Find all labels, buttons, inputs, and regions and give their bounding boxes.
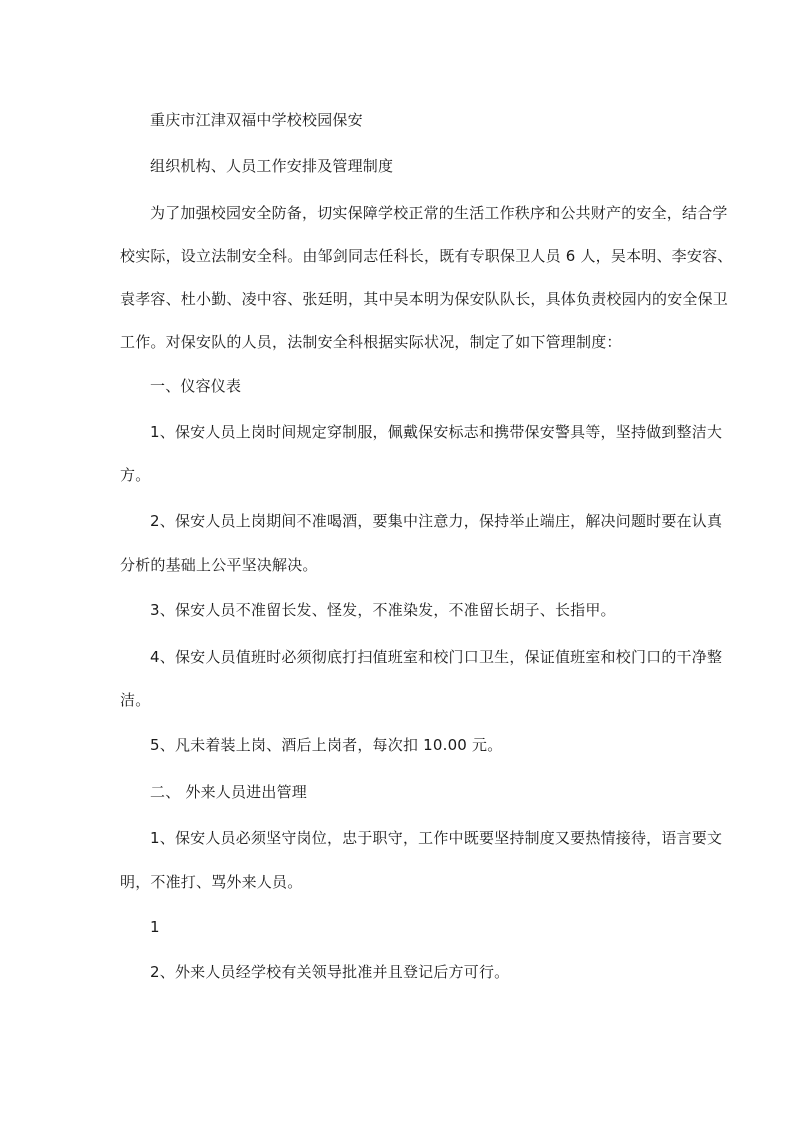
section-1-item-2-line-1: 2、保安人员上岗期间不准喝酒，要集中注意力，保持举止端庄，解决问题时要在认真 [150,512,723,530]
intro-line-3: 袁孝容、杜小勤、凌中容、张廷明，其中吴本明为保安队队长，具体负责校园内的安全保卫 [120,290,729,308]
section-2-item-2: 2、外来人员经学校有关领导批准并且登记后方可行。 [150,963,510,981]
section-1-item-1-line-2: 方。 [120,466,151,484]
section-1-item-1-line-1: 1、保安人员上岗时间规定穿制服，佩戴保安标志和携带保安警具等，坚持做到整洁大 [150,423,723,441]
page-number: 1 [150,918,160,936]
section-1-item-3: 3、保安人员不准留长发、怪发，不准染发，不准留长胡子、长指甲。 [150,601,616,619]
document-title-line2: 组织机构、人员工作安排及管理制度 [150,157,394,175]
section-1-item-4-line-2: 洁。 [120,691,151,709]
section-1-item-4-line-1: 4、保安人员值班时必须彻底打扫值班室和校门口卫生，保证值班室和校门口的干净整 [150,648,723,666]
section-1-heading: 一、仪容仪表 [150,377,242,395]
section-1-item-5: 5、凡未着装上岗、酒后上岗者，每次扣 10.00 元。 [150,736,503,754]
section-2-item-1-line-1: 1、保安人员必须坚守岗位，忠于职守，工作中既要坚持制度又要热情接待，语言要文 [150,829,723,847]
section-2-heading: 二、 外来人员进出管理 [150,783,307,801]
intro-line-2: 校实际，设立法制安全科。由邹剑同志任科长，既有专职保卫人员 6 人，吴本明、李安容、 [120,247,733,265]
intro-line-1: 为了加强校园安全防备，切实保障学校正常的生活工作秩序和公共财产的安全，结合学 [150,204,728,222]
section-2-item-1-line-2: 明，不准打、骂外来人员。 [120,873,303,891]
intro-line-4: 工作。对保安队的人员，法制安全科根据实际状况，制定了如下管理制度： [120,333,622,351]
section-1-item-2-line-2: 分析的基础上公平坚决解决。 [120,556,318,574]
document-title-line1: 重庆市江津双福中学校校园保安 [150,111,363,129]
